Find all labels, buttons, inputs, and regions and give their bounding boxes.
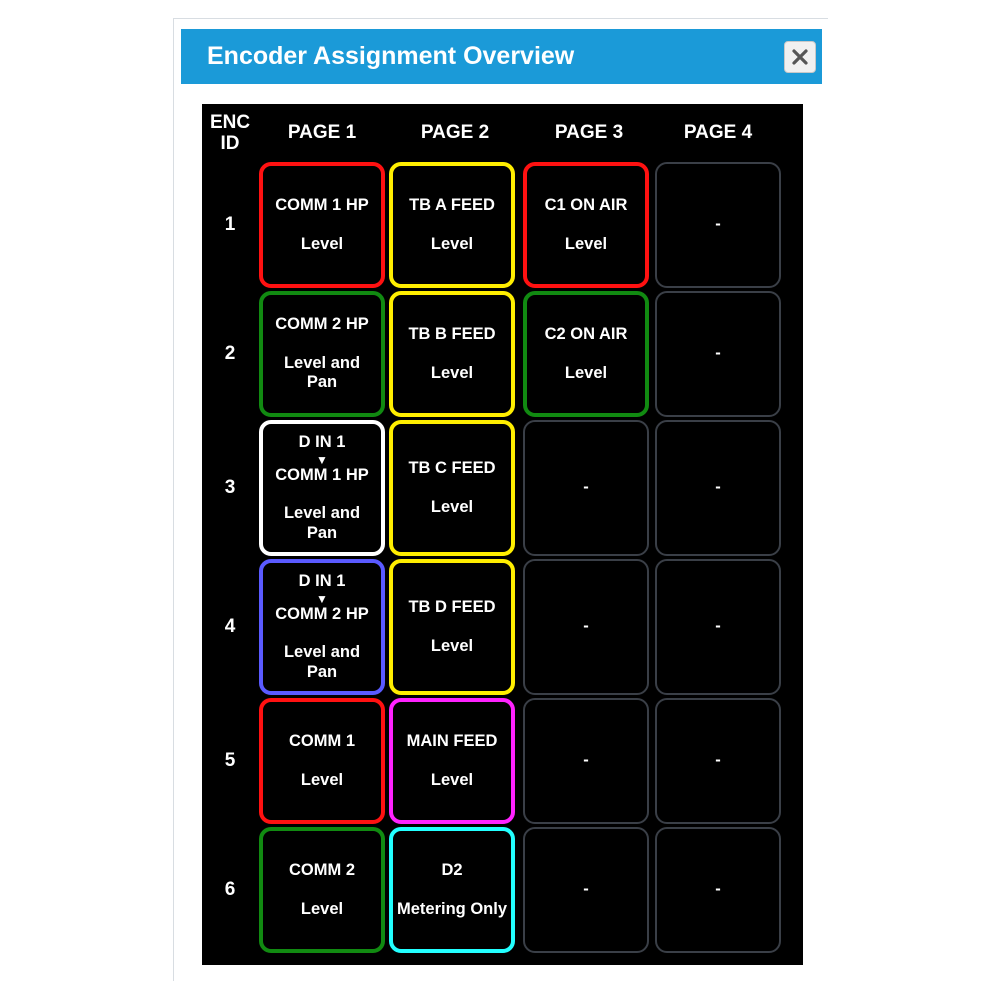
cell-source: COMM 1 [289,732,355,750]
page-header-2: PAGE 2 [420,122,490,143]
enc-id-5: 5 [224,750,236,771]
cell-empty-label: - [715,880,721,899]
cell-mode: Level and Pan [283,353,361,392]
cell-mode: Level [430,770,474,789]
cell-mode: Level [300,899,344,918]
enc-id-header-line1: ENC [209,112,251,133]
cell-empty-label: - [715,344,721,363]
close-icon [791,48,809,66]
cell-source: D2 [441,861,463,879]
enc-id-6: 6 [224,879,236,900]
encoder-cell-enc6-page1[interactable] [259,827,385,953]
cell-source: C2 ON AIR [544,325,628,343]
encoder-cell-enc4-page4[interactable] [655,559,781,695]
encoder-cell-enc1-page1[interactable] [259,162,385,288]
encoder-cell-enc5-page2[interactable] [389,698,515,824]
cell-mode: Level and Pan [283,504,361,542]
encoder-cell-enc4-page1[interactable] [259,559,385,695]
dialog-title: Encoder Assignment Overview [207,42,575,70]
encoder-cell-enc3-page2[interactable] [389,420,515,556]
enc-id-header [202,104,258,162]
cell-mode: Level [430,363,474,382]
encoder-assignment-dialog [173,18,828,981]
encoder-cell-enc2-page3[interactable] [523,291,649,417]
cell-source: TB B FEED [408,325,496,343]
cell-mode: Level [300,234,344,253]
cell-mode: Level [564,234,608,253]
cell-source: COMM 1 HP [275,196,369,214]
cell-source: TB C FEED [408,459,496,477]
cell-from-source: D IN 1 [298,572,346,590]
page-header-4: PAGE 4 [683,122,753,143]
cell-source: TB A FEED [409,196,495,214]
encoder-cell-enc1-page3[interactable] [523,162,649,288]
cell-empty-label: - [715,751,721,770]
encoder-cell-enc3-page3[interactable] [523,420,649,556]
cell-source: TB D FEED [408,598,496,616]
encoder-cell-enc6-page3[interactable] [523,827,649,953]
cell-mode: Level [300,770,344,789]
page-header-3: PAGE 3 [554,122,624,143]
encoder-cell-enc6-page2[interactable] [389,827,515,953]
encoder-cell-enc1-page4[interactable] [655,162,781,288]
encoder-cell-enc5-page1[interactable] [259,698,385,824]
cell-empty-label: - [715,617,721,636]
cell-empty-label: - [583,751,589,770]
cell-empty-label: - [583,478,589,497]
cell-source: COMM 1 HP [275,465,369,484]
encoder-cell-enc1-page2[interactable] [389,162,515,288]
cell-empty-label: - [583,880,589,899]
encoder-cell-enc2-page2[interactable] [389,291,515,417]
triangle-down-icon: ▼ [316,591,328,606]
cell-empty-label: - [715,215,721,234]
cell-mode: Level [564,363,608,382]
encoder-cell-enc2-page1[interactable] [259,291,385,417]
encoder-cell-enc5-page3[interactable] [523,698,649,824]
encoder-cell-enc4-page3[interactable] [523,559,649,695]
enc-id-1: 1 [224,214,236,235]
enc-id-header-line2: ID [220,133,240,154]
cell-empty-label: - [583,617,589,636]
cell-mode: Level [430,234,474,253]
cell-source: COMM 2 [289,861,355,879]
encoder-cell-enc6-page4[interactable] [655,827,781,953]
encoder-cell-enc2-page4[interactable] [655,291,781,417]
cell-mode: Level [430,636,474,655]
encoder-grid [202,104,803,965]
dialog-titlebar [181,29,822,84]
enc-id-4: 4 [224,616,236,637]
cell-source: C1 ON AIR [544,196,628,214]
enc-id-2: 2 [224,343,236,364]
cell-source: COMM 2 HP [275,604,369,623]
encoder-cell-enc5-page4[interactable] [655,698,781,824]
encoder-cell-enc3-page1[interactable] [259,420,385,556]
cell-mode: Metering Only [396,899,507,918]
cell-mode: Level [430,497,474,516]
page-header-1: PAGE 1 [287,122,357,143]
cell-source: COMM 2 HP [275,315,369,334]
cell-empty-label: - [715,478,721,497]
cell-source: MAIN FEED [406,732,498,750]
encoder-cell-enc3-page4[interactable] [655,420,781,556]
cell-from-source: D IN 1 [298,433,346,451]
enc-id-3: 3 [224,477,236,498]
cell-mode: Level and Pan [283,643,361,681]
encoder-cell-enc4-page2[interactable] [389,559,515,695]
close-button[interactable] [784,41,816,73]
triangle-down-icon: ▼ [316,452,328,467]
